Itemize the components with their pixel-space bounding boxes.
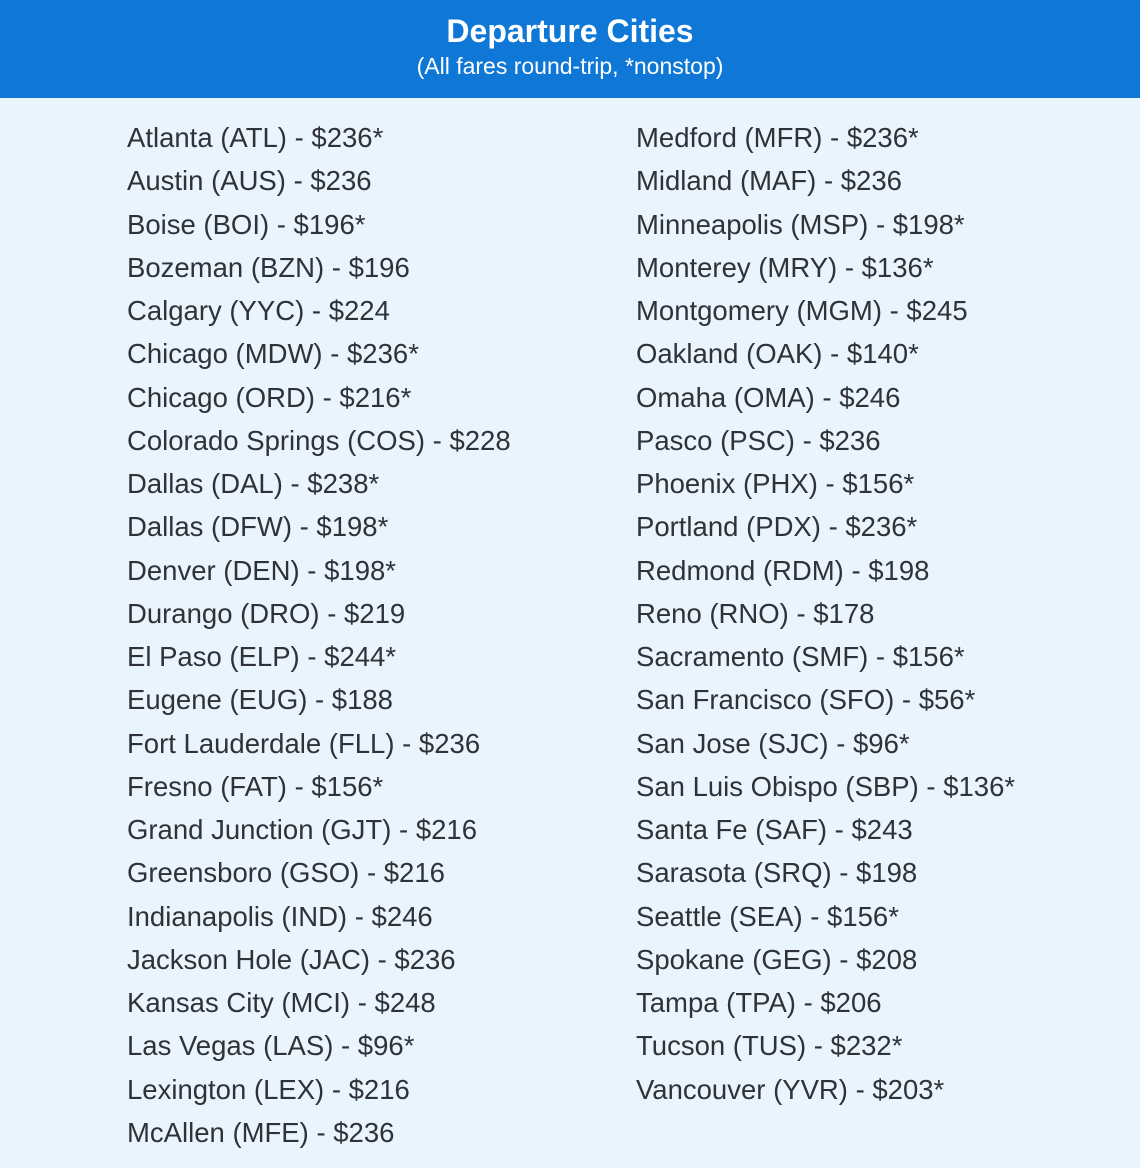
list-item: Fresno (FAT) - $156* (127, 770, 384, 802)
list-item: Oakland (OAK) - $140* (636, 338, 919, 370)
list-item: Grand Junction (GJT) - $216 (127, 814, 478, 845)
list-item: Eugene (EUG) - $188 (127, 684, 393, 716)
list-item: San Francisco (SFO) - $56* (636, 684, 976, 716)
page-subtitle: (All fares round-trip, *nonstop) (416, 53, 724, 79)
list-item: Atlanta (ATL) - $236* (127, 122, 384, 153)
list-item: Fort Lauderdale (FLL) - $236 (127, 727, 481, 759)
list-item: Sacramento (SMF) - $156* (636, 641, 965, 672)
list-item: Montgomery (MGM) - $245 (636, 295, 968, 326)
list-item: Austin (AUS) - $236 (127, 165, 372, 197)
header-banner (0, 0, 1140, 98)
departure-list-right (636, 116, 1015, 1111)
list-item: Greensboro (GSO) - $216 (127, 857, 445, 889)
list-item: San Luis Obispo (SBP) - $136* (636, 770, 1016, 802)
list-item: Monterey (MRY) - $136* (636, 251, 934, 283)
list-item: Portland (PDX) - $236* (636, 511, 918, 543)
list-item: Sarasota (SRQ) - $198 (636, 857, 918, 889)
departure-list-left (127, 116, 511, 1154)
list-item: Boise (BOI) - $196* (127, 208, 366, 240)
list-item: McAllen (MFE) - $236 (127, 1116, 395, 1148)
list-item: Dallas (DFW) - $198* (127, 511, 389, 543)
list-item: Indianapolis (IND) - $246 (127, 900, 433, 932)
list-item: El Paso (ELP) - $244* (127, 641, 397, 672)
list-item: Dallas (DAL) - $238* (127, 468, 380, 499)
list-item: San Jose (SJC) - $96* (636, 727, 910, 759)
list-item: Kansas City (MCI) - $248 (127, 987, 436, 1018)
list-item: Colorado Springs (COS) - $228 (127, 424, 511, 456)
list-item: Durango (DRO) - $219 (127, 597, 406, 629)
list-item: Lexington (LEX) - $216 (127, 1073, 410, 1105)
list-item: Jackson Hole (JAC) - $236 (127, 943, 456, 975)
list-item: Pasco (PSC) - $236 (636, 424, 881, 456)
list-item: Las Vegas (LAS) - $96* (127, 1030, 415, 1062)
list-item: Vancouver (YVR) - $203* (636, 1073, 945, 1105)
list-item: Tampa (TPA) - $206 (636, 987, 882, 1018)
list-item: Omaha (OMA) - $246 (636, 381, 901, 413)
list-item: Chicago (MDW) - $236* (127, 338, 419, 370)
page-title: Departure Cities (446, 13, 694, 49)
list-item: Reno (RNO) - $178 (636, 597, 875, 629)
list-item: Denver (DEN) - $198* (127, 554, 396, 586)
list-item: Midland (MAF) - $236 (636, 165, 902, 197)
list-item: Chicago (ORD) - $216* (127, 381, 412, 413)
list-item: Minneapolis (MSP) - $198* (636, 208, 965, 240)
list-item: Bozeman (BZN) - $196 (127, 251, 410, 283)
list-item: Santa Fe (SAF) - $243 (636, 814, 913, 845)
list-item: Redmond (RDM) - $198 (636, 554, 930, 586)
list-item: Phoenix (PHX) - $156* (636, 468, 915, 499)
list-item: Medford (MFR) - $236* (636, 122, 919, 153)
list-item: Spokane (GEG) - $208 (636, 943, 918, 975)
list-item: Calgary (YYC) - $224 (127, 295, 390, 326)
list-item: Tucson (TUS) - $232* (636, 1030, 903, 1062)
list-item: Seattle (SEA) - $156* (636, 900, 899, 932)
